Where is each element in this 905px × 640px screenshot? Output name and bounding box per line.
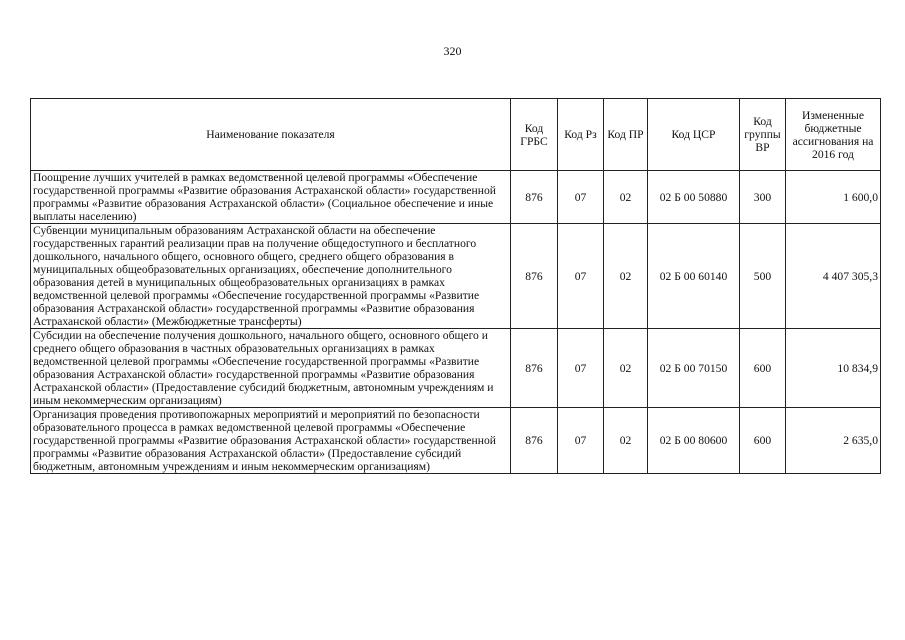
page-number: 320 <box>443 44 462 58</box>
row-grbs: 876 <box>511 224 558 329</box>
row-vr: 300 <box>740 171 786 224</box>
row-name: Поощрение лучших учителей в рамках ведомственной целевой программы «Обеспечение государственной программы «Развитие образования Астраханской области» государственной программы «Развитие образования Астраханской области» (Социальное обеспечение и иные выплаты населению) <box>31 171 511 224</box>
row-name: Организация проведения противопожарных мероприятий и мероприятий по безопасности образовательного процесса в рамках ведомственной целевой программы «Обеспечение государственной программы «Развитие образования Астраханской области» государственной программы «Развитие образования Астраханской области» (Предоставление субсидий бюджетным, автономным учреждениям и иным некоммерческим организациям) <box>31 408 511 474</box>
row-csr: 02 Б 00 80600 <box>648 408 740 474</box>
row-vr: 600 <box>740 329 786 408</box>
table-row <box>31 408 881 474</box>
header-vr: Код группы ВР <box>740 99 786 171</box>
row-grbs: 876 <box>511 408 558 474</box>
row-rz: 07 <box>558 224 604 329</box>
row-amount: 10 834,9 <box>786 329 881 408</box>
table-row <box>31 329 881 408</box>
header-pr: Код ПР <box>604 99 648 171</box>
budget-table <box>30 98 881 474</box>
row-csr: 02 Б 00 60140 <box>648 224 740 329</box>
table-row <box>31 171 881 224</box>
row-pr: 02 <box>604 329 648 408</box>
row-amount: 4 407 305,3 <box>786 224 881 329</box>
row-name: Субвенции муниципальным образованиям Астраханской области на обеспечение государственных гарантий реализации прав на получение общедоступного и бесплатного дошкольного, начального общего, основного общего, среднего общего образования в муниципальных общеобразовательных организациях, обеспечение дополнительного образования детей в муниципальных общеобразовательных организациях в рамках ведомственной целевой программы «Обеспечение государственной программы «Развитие образования Астраханской области» государственной программы «Развитие образования Астраханской области» (Межбюджетные трансферты) <box>31 224 511 329</box>
row-vr: 500 <box>740 224 786 329</box>
row-rz: 07 <box>558 329 604 408</box>
row-pr: 02 <box>604 224 648 329</box>
table-row <box>31 224 881 329</box>
row-name: Субсидии на обеспечение получения дошкольного, начального общего, основного общего и среднего общего образования в частных образовательных организациях в рамках ведомственной целевой программы «Обеспечение государственной программы «Развитие образования Астраханской области» государственной программы «Развитие образования Астраханской области» (Предоставление субсидий бюджетным, автономным учреждениям и иным некоммерческим организациям) <box>31 329 511 408</box>
row-rz: 07 <box>558 171 604 224</box>
header-csr: Код ЦСР <box>648 99 740 171</box>
header-rz: Код Рз <box>558 99 604 171</box>
row-grbs: 876 <box>511 171 558 224</box>
row-csr: 02 Б 00 50880 <box>648 171 740 224</box>
row-amount: 2 635,0 <box>786 408 881 474</box>
row-amount: 1 600,0 <box>786 171 881 224</box>
header-amount: Измененные бюджетные ассигнования на 2016 год <box>786 99 881 171</box>
row-rz: 07 <box>558 408 604 474</box>
row-pr: 02 <box>604 408 648 474</box>
table-header-row <box>31 99 881 171</box>
header-grbs: Код ГРБС <box>511 99 558 171</box>
header-name: Наименование показателя <box>31 99 511 171</box>
row-csr: 02 Б 00 70150 <box>648 329 740 408</box>
row-grbs: 876 <box>511 329 558 408</box>
row-vr: 600 <box>740 408 786 474</box>
row-pr: 02 <box>604 171 648 224</box>
